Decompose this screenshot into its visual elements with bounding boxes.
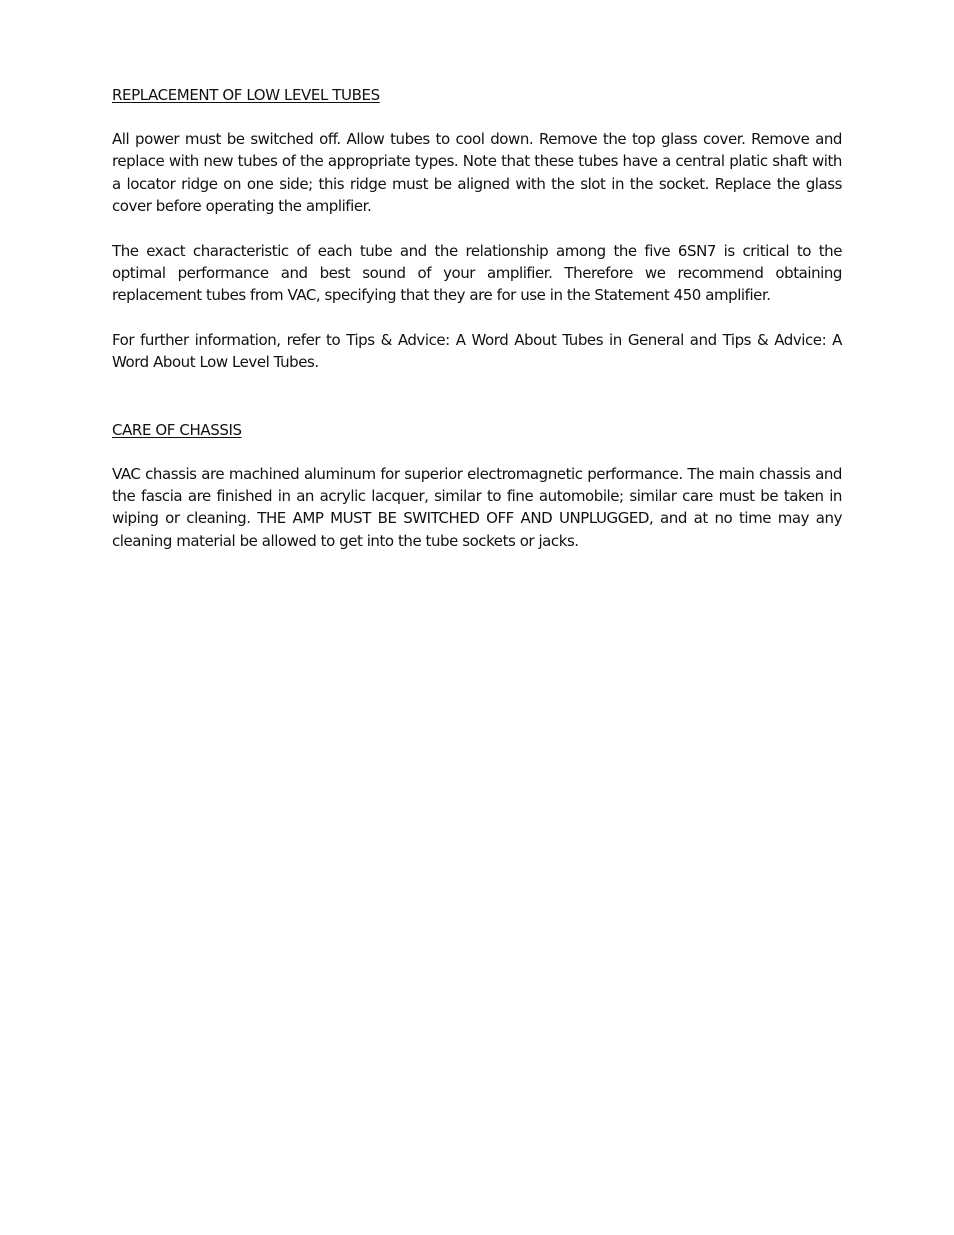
- document-page: [112, 84, 842, 552]
- section-care-of-chassis: [112, 419, 842, 553]
- section-heading: CARE OF CHASSIS: [112, 420, 242, 439]
- section-replacement-of-low-level-tubes: [112, 84, 842, 374]
- section-heading: REPLACEMENT OF LOW LEVEL TUBES: [112, 86, 380, 104]
- paragraph: VAC chassis are machined aluminum for superior electromagnetic performance. The main chassis and the fascia are finished in an acrylic lacquer, similar to fine automobile; similar care must be taken in wiping or cleaning. THE AMP MUST BE SWITCHED OFF AND UNPLUGGED, and at no time may any cleaning material be allowed to get into the tube sockets or jacks.: [112, 464, 842, 550]
- paragraph: All power must be switched off. Allow tubes to cool down. Remove the top glass cover. Remove and replace with new tubes of the appropriate types. Note that these tubes have a central platic shaft with a locator ridge on one side; this ridge must be aligned with the slot in the socket. Replace the glass cover before operating the amplifier.: [112, 130, 842, 216]
- paragraph: For further information, refer to Tips & Advice: A Word About Tubes in General and Tips & Advice: A Word About Low Level Tubes.: [112, 330, 842, 372]
- paragraph: The exact characteristic of each tube and the relationship among the five 6SN7 is critical to the optimal performance and best sound of your amplifier. Therefore we recommend obtaining replacement tubes from VAC, specifying that they are for use in the Statement 450 amplifier.: [112, 241, 842, 305]
